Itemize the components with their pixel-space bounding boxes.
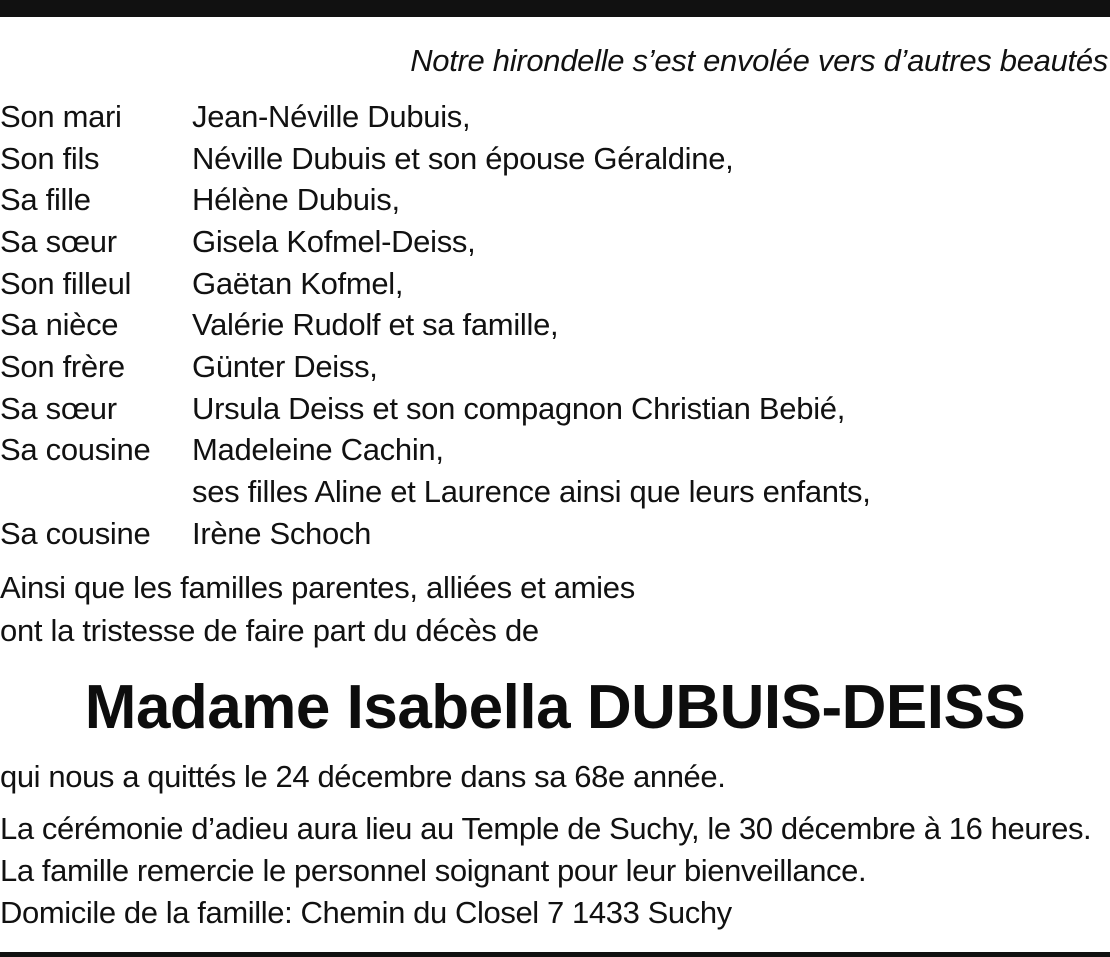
family-name: Gisela Kofmel-Deiss, bbox=[192, 223, 476, 259]
family-row bbox=[0, 471, 871, 513]
family-name: Hélène Dubuis, bbox=[192, 182, 400, 218]
family-relation: Son fils bbox=[0, 140, 100, 176]
family-name: Gaëtan Kofmel, bbox=[192, 265, 404, 301]
family-row bbox=[0, 221, 871, 263]
family-relation: Sa cousine bbox=[0, 515, 151, 551]
family-name: Ursula Deiss et son compagnon Christian Bebié, bbox=[192, 390, 846, 426]
family-relation: Son mari bbox=[0, 98, 122, 134]
family-name: Günter Deiss, bbox=[192, 348, 378, 384]
deceased-name: Madame Isabella DUBUIS-DEISS bbox=[84, 673, 1026, 742]
passing-line: qui nous a quittés le 24 décembre dans sa 68e année. bbox=[0, 759, 726, 794]
announcement-intro bbox=[0, 566, 635, 652]
family-row bbox=[0, 263, 871, 305]
family-name: Néville Dubuis et son épouse Géraldine, bbox=[192, 140, 734, 176]
family-row bbox=[0, 388, 871, 430]
family-row bbox=[0, 304, 871, 346]
family-row bbox=[0, 96, 871, 138]
intro-line: ont la tristesse de faire part du décès de bbox=[0, 613, 539, 648]
thanks-line: La famille remercie le personnel soignant pour leur bienveillance. bbox=[0, 853, 867, 888]
family-row bbox=[0, 346, 871, 388]
family-relation: Sa fille bbox=[0, 182, 91, 218]
family-relation: Sa sœur bbox=[0, 223, 117, 259]
notice-details bbox=[0, 756, 1091, 934]
family-name: Jean-Néville Dubuis, bbox=[192, 98, 471, 134]
address-line: Domicile de la famille: Chemin du Closel 7 1433 Suchy bbox=[0, 895, 732, 930]
top-rule bbox=[0, 0, 1110, 17]
motto: Notre hirondelle s’est envolée vers d’autres beautés bbox=[410, 43, 1108, 78]
family-name: Valérie Rudolf et sa famille, bbox=[192, 307, 559, 343]
family-relation: Son frère bbox=[0, 348, 125, 384]
family-row bbox=[0, 138, 871, 180]
family-relation: Son filleul bbox=[0, 265, 132, 301]
bottom-rule bbox=[0, 952, 1110, 957]
family-relation: Sa nièce bbox=[0, 307, 119, 343]
intro-line: Ainsi que les familles parentes, alliées et amies bbox=[0, 570, 635, 605]
family-list bbox=[0, 96, 871, 555]
family-row bbox=[0, 179, 871, 221]
family-row bbox=[0, 430, 871, 472]
family-relation: Sa cousine bbox=[0, 432, 151, 468]
family-relation: Sa sœur bbox=[0, 390, 117, 426]
ceremony-line: La cérémonie d’adieu aura lieu au Temple de Suchy, le 30 décembre à 16 heures. bbox=[0, 811, 1092, 846]
family-name: Irène Schoch bbox=[192, 515, 372, 551]
family-name: ses filles Aline et Laurence ainsi que leurs enfants, bbox=[192, 474, 871, 510]
family-name: Madeleine Cachin, bbox=[192, 432, 444, 468]
family-row bbox=[0, 513, 871, 555]
